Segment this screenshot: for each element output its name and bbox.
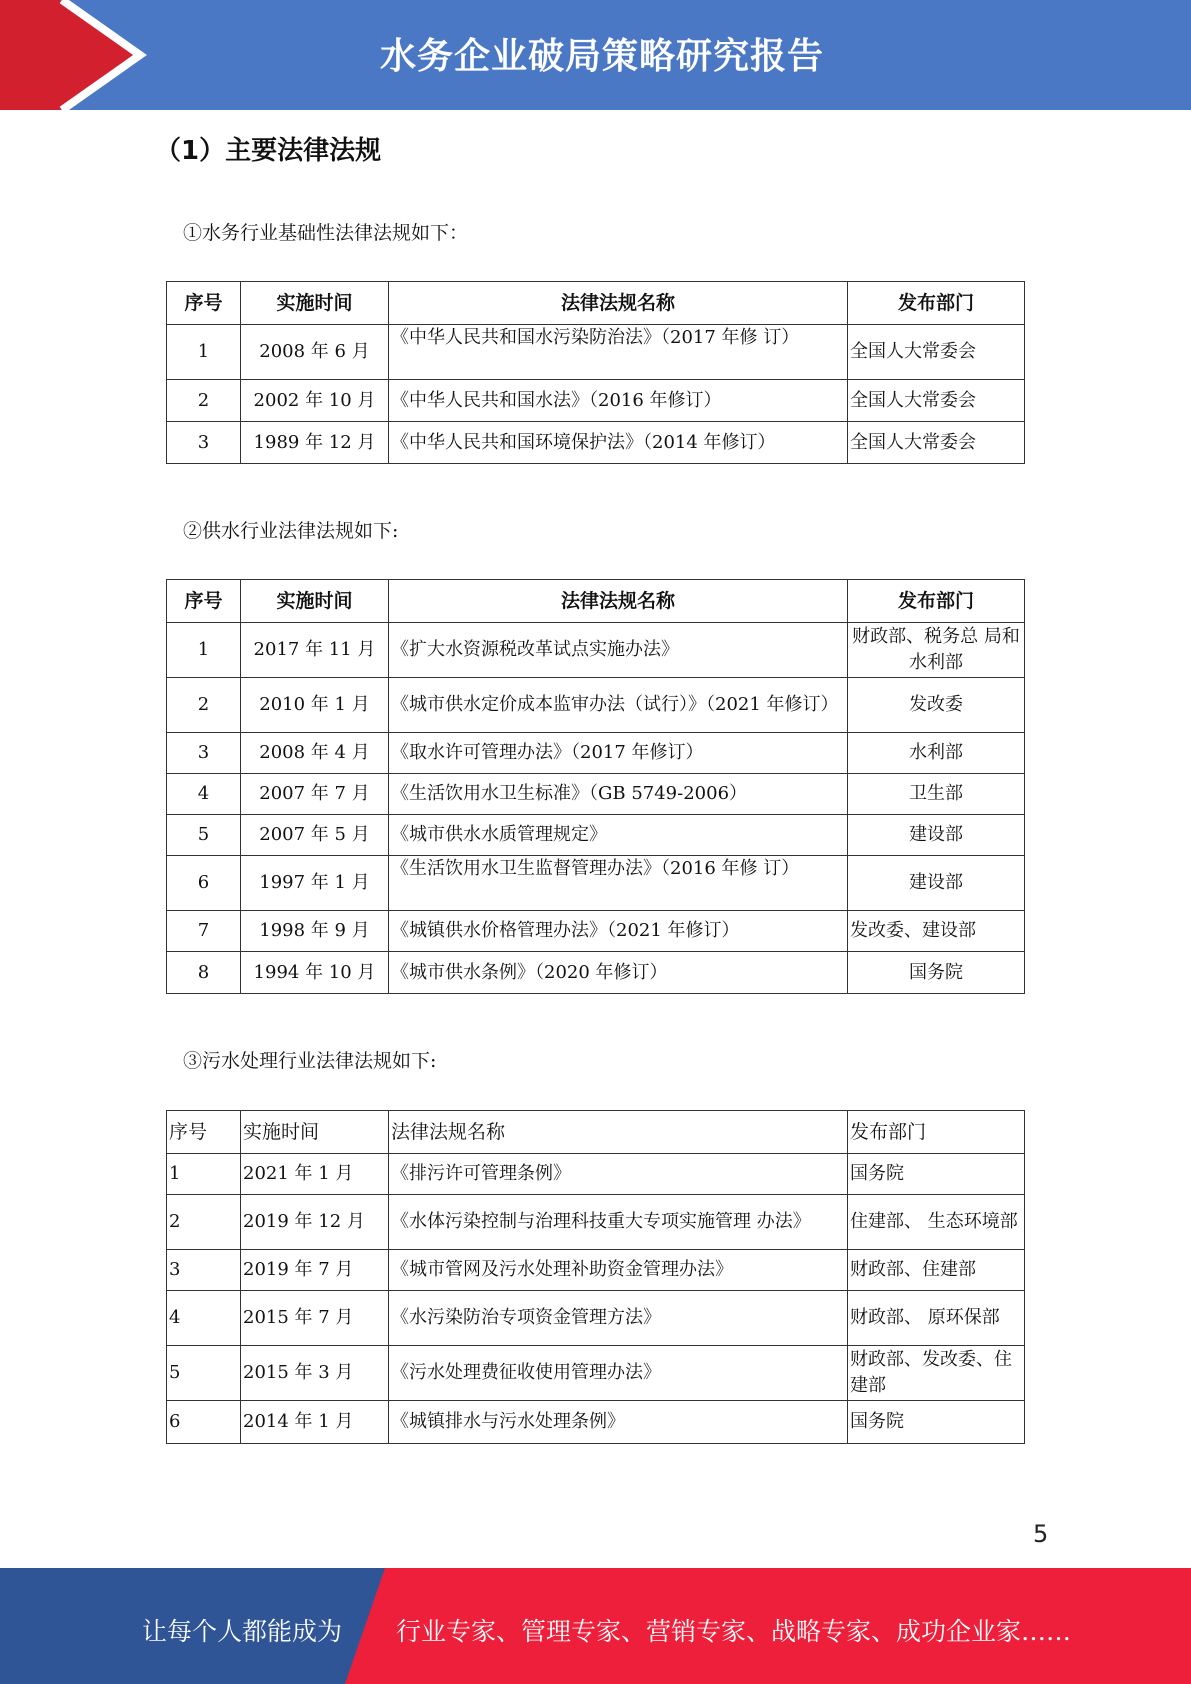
table-row [167, 856, 1025, 911]
table-row [167, 952, 1025, 994]
issuing-department: 全国人大常委会 [848, 380, 1025, 422]
page-header [0, 0, 1191, 110]
row-index: 8 [167, 952, 241, 994]
table-row [167, 1346, 1025, 1401]
table-row [167, 1291, 1025, 1346]
law-name: 《污水处理费征收使用管理办法》 [389, 1346, 848, 1401]
effective-date: 2019 年 12 月 [241, 1195, 389, 1250]
effective-date: 2008 年 6 月 [241, 325, 389, 380]
table-row [167, 911, 1025, 952]
effective-date: 1997 年 1 月 [241, 856, 389, 911]
issuing-department: 水利部 [848, 733, 1025, 774]
row-index: 2 [167, 678, 241, 733]
table-row [167, 1250, 1025, 1291]
table-row [167, 380, 1025, 422]
effective-date: 1994 年 10 月 [241, 952, 389, 994]
table-row [167, 1154, 1025, 1195]
table-row [167, 815, 1025, 856]
table-row [167, 678, 1025, 733]
law-name: 《城镇供水价格管理办法》（2021 年修订） [389, 911, 848, 952]
row-index: 7 [167, 911, 241, 952]
table-3-subheading: ③污水处理行业法律法规如下: [183, 1050, 437, 1072]
column-header: 实施时间 [241, 580, 389, 623]
row-index: 6 [167, 1401, 241, 1444]
row-index: 1 [167, 325, 241, 380]
row-index: 5 [167, 815, 241, 856]
footer-slogan-left: 让每个人都能成为 [142, 1617, 343, 1646]
issuing-department: 国务院 [848, 1154, 1025, 1195]
law-name: 《水体污染控制与治理科技重大专项实施管理 办法》 [389, 1195, 848, 1250]
column-header: 法律法规名称 [389, 282, 848, 325]
table-row [167, 733, 1025, 774]
row-index: 1 [167, 1154, 241, 1195]
page-number: 5 [1033, 1520, 1049, 1548]
page-footer [0, 1568, 1191, 1684]
column-header: 法律法规名称 [389, 580, 848, 623]
effective-date: 2008 年 4 月 [241, 733, 389, 774]
column-header: 法律法规名称 [389, 1111, 848, 1154]
table-2-subheading: ②供水行业法律法规如下: [183, 520, 399, 542]
row-index: 6 [167, 856, 241, 911]
column-header: 序号 [167, 282, 241, 325]
table-header-row [167, 282, 1025, 325]
effective-date: 2015 年 7 月 [241, 1291, 389, 1346]
column-header: 发布部门 [848, 282, 1025, 325]
effective-date: 2007 年 7 月 [241, 774, 389, 815]
law-name: 《中华人民共和国环境保护法》（2014 年修订） [389, 422, 848, 464]
row-index: 4 [167, 1291, 241, 1346]
effective-date: 1998 年 9 月 [241, 911, 389, 952]
table-row [167, 1195, 1025, 1250]
law-name: 《城镇排水与污水处理条例》 [389, 1401, 848, 1444]
column-header: 序号 [167, 1111, 241, 1154]
law-name: 《生活饮用水卫生标准》（GB 5749-2006） [389, 774, 848, 815]
row-index: 3 [167, 733, 241, 774]
table-row [167, 623, 1025, 678]
column-header: 序号 [167, 580, 241, 623]
row-index: 3 [167, 422, 241, 464]
issuing-department: 住建部、 生态环境部 [848, 1195, 1025, 1250]
law-name: 《中华人民共和国水污染防治法》（2017 年修 订） [389, 325, 848, 380]
table-row [167, 1401, 1025, 1444]
issuing-department: 财政部、住建部 [848, 1250, 1025, 1291]
law-name: 《排污许可管理条例》 [389, 1154, 848, 1195]
issuing-department: 财政部、税务总 局和水利部 [848, 623, 1025, 678]
law-name: 《取水许可管理办法》（2017 年修订） [389, 733, 848, 774]
issuing-department: 建设部 [848, 815, 1025, 856]
law-name: 《城市管网及污水处理补助资金管理办法》 [389, 1250, 848, 1291]
row-index: 2 [167, 1195, 241, 1250]
row-index: 3 [167, 1250, 241, 1291]
issuing-department: 国务院 [848, 1401, 1025, 1444]
wastewater-laws-table [166, 1110, 1025, 1444]
effective-date: 2007 年 5 月 [241, 815, 389, 856]
issuing-department: 建设部 [848, 856, 1025, 911]
law-name: 《城市供水定价成本监审办法（试行）》（2021 年修订） [389, 678, 848, 733]
footer-slogan-right: 行业专家、管理专家、营销专家、战略专家、成功企业家…… [396, 1617, 1072, 1646]
effective-date: 2017 年 11 月 [241, 623, 389, 678]
issuing-department: 国务院 [848, 952, 1025, 994]
effective-date: 2015 年 3 月 [241, 1346, 389, 1401]
row-index: 5 [167, 1346, 241, 1401]
law-name: 《城市供水条例》（2020 年修订） [389, 952, 848, 994]
issuing-department: 财政部、发改委、住建部 [848, 1346, 1025, 1401]
table-header-row [167, 580, 1025, 623]
table-row [167, 422, 1025, 464]
issuing-department: 全国人大常委会 [848, 325, 1025, 380]
table-header-row [167, 1111, 1025, 1154]
column-header: 发布部门 [848, 580, 1025, 623]
basic-laws-table [166, 281, 1025, 464]
effective-date: 2002 年 10 月 [241, 380, 389, 422]
effective-date: 2021 年 1 月 [241, 1154, 389, 1195]
header-chevron-decoration [0, 0, 160, 110]
row-index: 1 [167, 623, 241, 678]
row-index: 2 [167, 380, 241, 422]
law-name: 《扩大水资源税改革试点实施办法》 [389, 623, 848, 678]
law-name: 《城市供水水质管理规定》 [389, 815, 848, 856]
column-header: 发布部门 [848, 1111, 1025, 1154]
effective-date: 2019 年 7 月 [241, 1250, 389, 1291]
section-heading: （1）主要法律法规 [155, 136, 382, 166]
issuing-department: 发改委、建设部 [848, 911, 1025, 952]
effective-date: 1989 年 12 月 [241, 422, 389, 464]
issuing-department: 财政部、 原环保部 [848, 1291, 1025, 1346]
table-1-subheading: ①水务行业基础性法律法规如下： [183, 222, 469, 244]
law-name: 《生活饮用水卫生监督管理办法》（2016 年修 订） [389, 856, 848, 911]
effective-date: 2010 年 1 月 [241, 678, 389, 733]
table-row [167, 325, 1025, 380]
law-name: 《水污染防治专项资金管理方法》 [389, 1291, 848, 1346]
law-name: 《中华人民共和国水法》（2016 年修订） [389, 380, 848, 422]
table-row [167, 774, 1025, 815]
effective-date: 2014 年 1 月 [241, 1401, 389, 1444]
row-index: 4 [167, 774, 241, 815]
issuing-department: 全国人大常委会 [848, 422, 1025, 464]
column-header: 实施时间 [241, 282, 389, 325]
issuing-department: 卫生部 [848, 774, 1025, 815]
column-header: 实施时间 [241, 1111, 389, 1154]
issuing-department: 发改委 [848, 678, 1025, 733]
report-title: 水务企业破局策略研究报告 [380, 36, 825, 77]
water-supply-laws-table [166, 579, 1025, 994]
